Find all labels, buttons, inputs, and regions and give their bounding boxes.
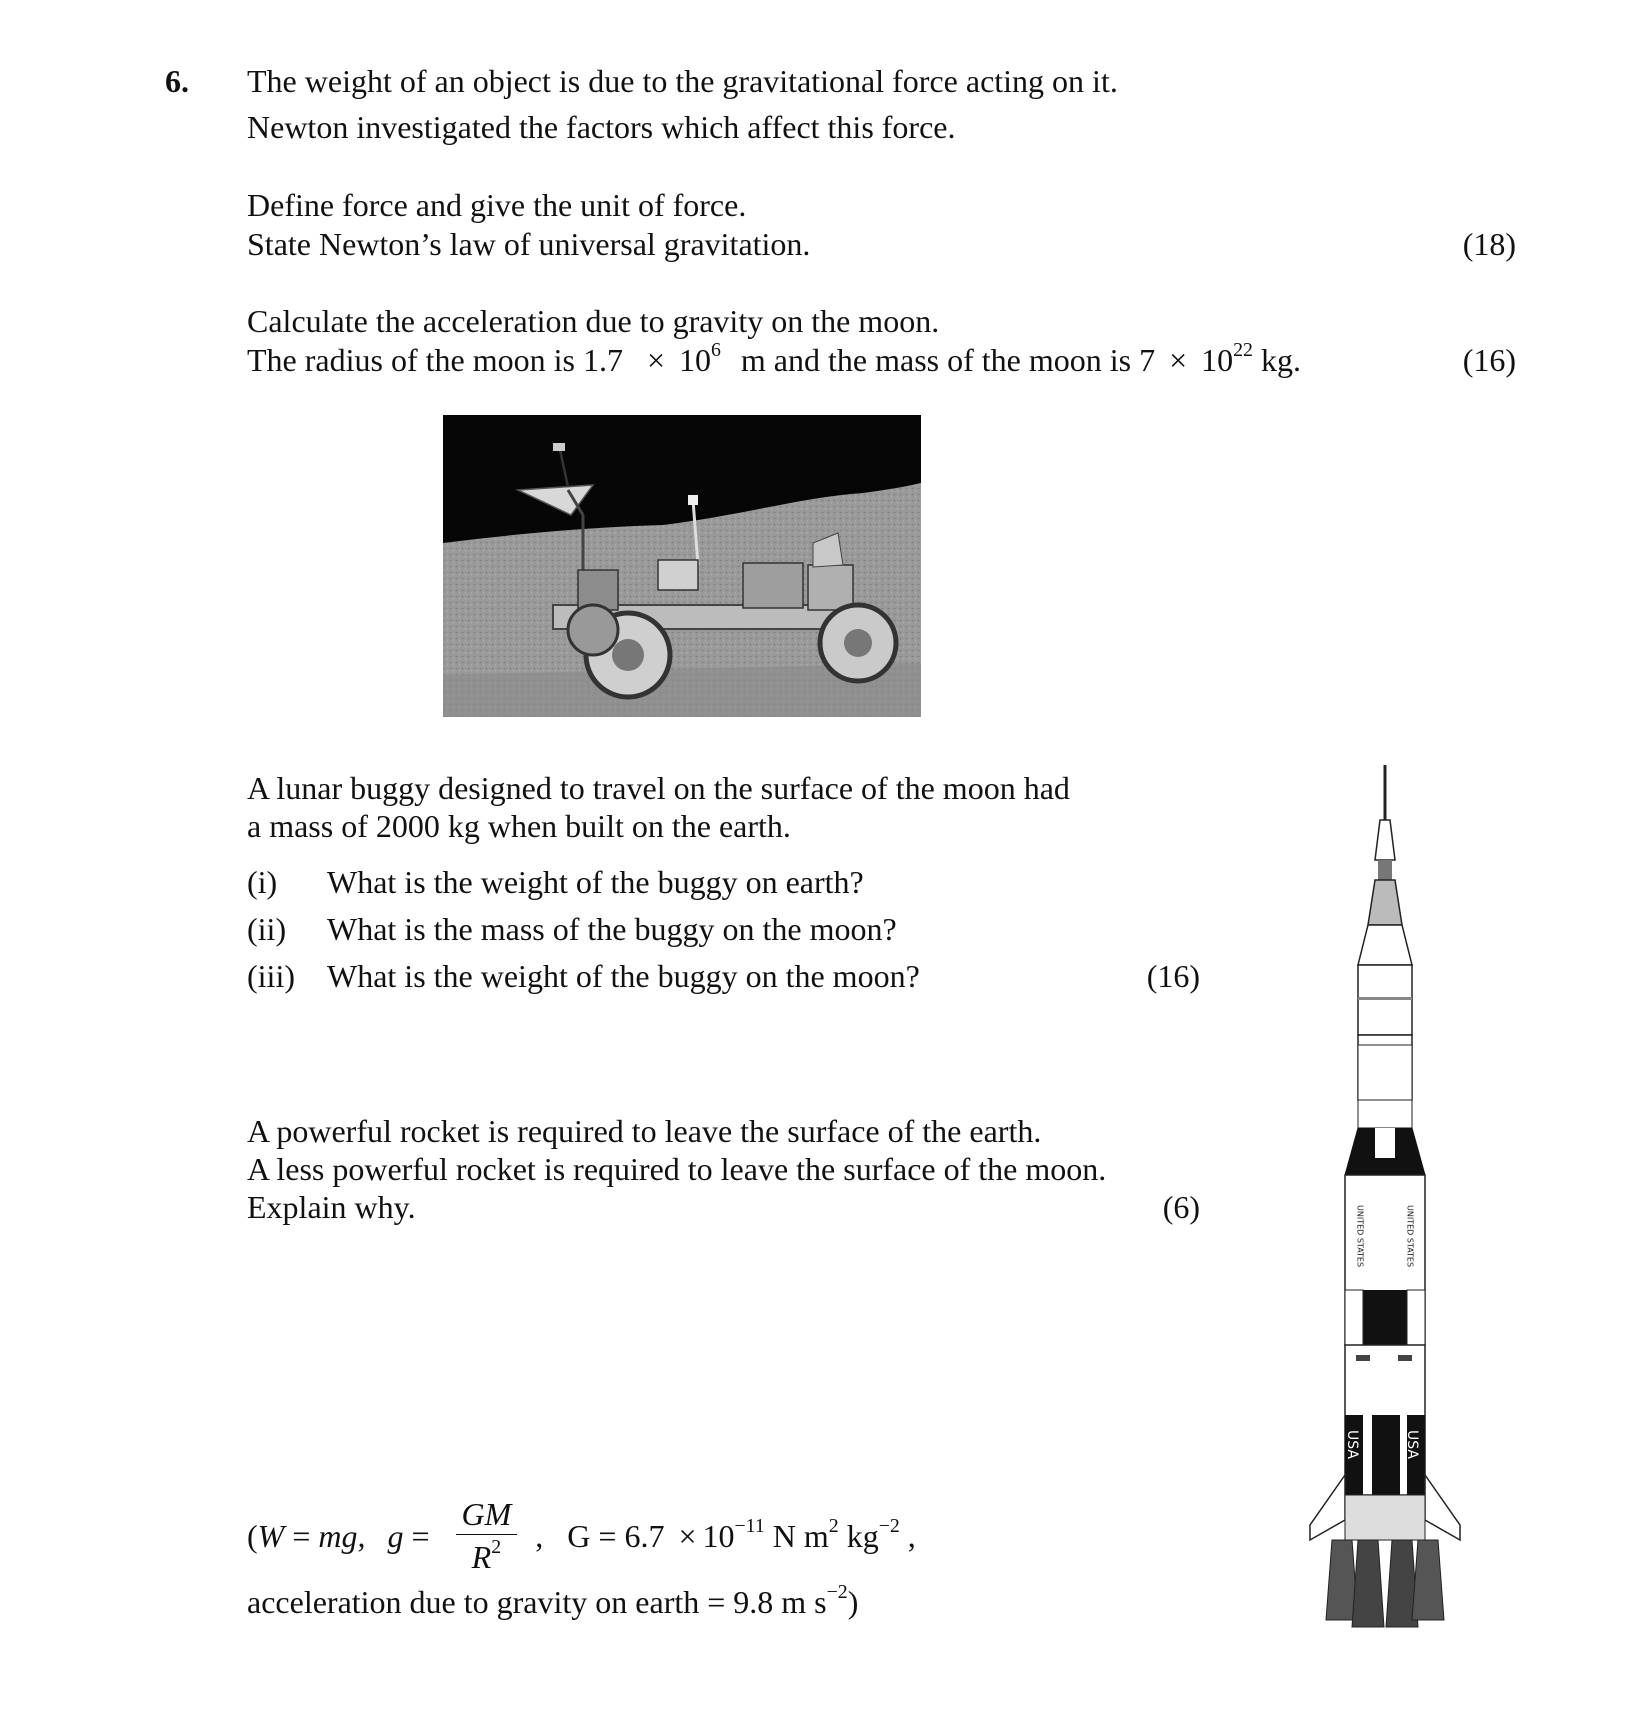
fraction-denominator — [456, 1535, 518, 1573]
formula-line-2 — [247, 1581, 859, 1620]
earth-gravity-exponent: −2 — [826, 1581, 848, 1604]
part-a-line-2: State Newton’s law of universal gravitation. — [247, 226, 811, 262]
base-ten: 10 — [678, 342, 711, 378]
comma: , — [907, 1517, 916, 1554]
equals-sign: = — [284, 1517, 319, 1554]
part-c-line-1: A lunar buggy designed to travel on the surface of the moon had — [247, 770, 1070, 806]
part-b-radius-text: The radius of the moon is 1.7 — [247, 342, 623, 378]
equals-sign: = — [403, 1517, 438, 1554]
sub-item-text: What is the weight of the buggy on earth? — [327, 864, 864, 900]
rocket-label-united-states: UNITED STATES — [1405, 1205, 1415, 1268]
part-a-marks: (18) — [1462, 226, 1516, 262]
kg-exponent: −2 — [878, 1514, 900, 1537]
sub-item-label: (i) — [247, 864, 278, 900]
times-sign: × — [646, 342, 665, 378]
sub-item-label: (iii) — [247, 958, 295, 994]
close-paren: ) — [847, 1584, 859, 1620]
intro-line-2: Newton investigated the factors which affect this force. — [247, 109, 956, 145]
rocket-label-usa: USA — [1404, 1430, 1420, 1459]
mass-unit: kg. — [1260, 342, 1301, 378]
mass-exponent: 22 — [1233, 339, 1253, 362]
question-number: 6. — [165, 63, 189, 99]
unit-kg: kg — [846, 1517, 879, 1554]
part-b-mass-text: m and the mass of the moon is 7 — [740, 342, 1156, 378]
sub-item-text: What is the mass of the buggy on the moon? — [327, 911, 897, 947]
weight-symbol: W — [257, 1517, 285, 1554]
gravity-fraction — [456, 1498, 518, 1573]
intro-line-1: The weight of an object is due to the gravitational force acting on it. — [247, 63, 1118, 99]
part-d-line-2: A less powerful rocket is required to leave the surface of the moon. — [247, 1151, 1107, 1187]
times-sign: × — [1169, 342, 1188, 378]
radius-symbol: R — [471, 1539, 492, 1575]
part-a-line-1: Define force and give the unit of force. — [247, 187, 747, 223]
unit-newton-metre: N m — [772, 1517, 829, 1554]
part-d-marks: (6) — [1162, 1189, 1200, 1225]
radius-exponent: 6 — [710, 339, 721, 362]
rocket-label-united-states: UNITED STATES — [1355, 1205, 1365, 1268]
lunar-buggy-photo — [443, 415, 921, 717]
radius-squared: 2 — [491, 1536, 502, 1559]
g-symbol: g — [387, 1517, 404, 1554]
saturn-v-rocket-illustration — [1300, 765, 1470, 1645]
part-c-line-2: a mass of 2000 kg when built on the earth. — [247, 808, 791, 844]
comma: , — [535, 1517, 544, 1554]
sub-item-label: (ii) — [247, 911, 287, 947]
fraction-numerator: GM — [456, 1498, 518, 1535]
base-ten: 10 — [1201, 342, 1234, 378]
formula-line-1 — [247, 1496, 916, 1577]
part-d-line-3: Explain why. — [247, 1189, 416, 1225]
sub-item-text: What is the weight of the buggy on the moon? — [327, 958, 920, 994]
earth-gravity-text: acceleration due to gravity on earth = 9.8 m s — [247, 1584, 827, 1620]
metre-exponent: 2 — [828, 1514, 839, 1537]
g-constant-text: G = 6.7 — [567, 1517, 665, 1554]
base-ten: 10 — [702, 1517, 735, 1554]
rocket-label-usa: USA — [1344, 1430, 1360, 1459]
times-sign: × — [678, 1517, 697, 1554]
part-d-line-1: A powerful rocket is required to leave the surface of the earth. — [247, 1113, 1042, 1149]
open-paren: ( — [247, 1517, 258, 1554]
part-b-marks: (16) — [1462, 342, 1516, 378]
mg-expression: mg, — [318, 1517, 366, 1554]
part-c-marks: (16) — [1146, 958, 1200, 994]
part-b-line-2 — [247, 339, 1301, 378]
g-exponent: −11 — [734, 1514, 765, 1537]
part-b-line-1: Calculate the acceleration due to gravity on the moon. — [247, 303, 940, 339]
